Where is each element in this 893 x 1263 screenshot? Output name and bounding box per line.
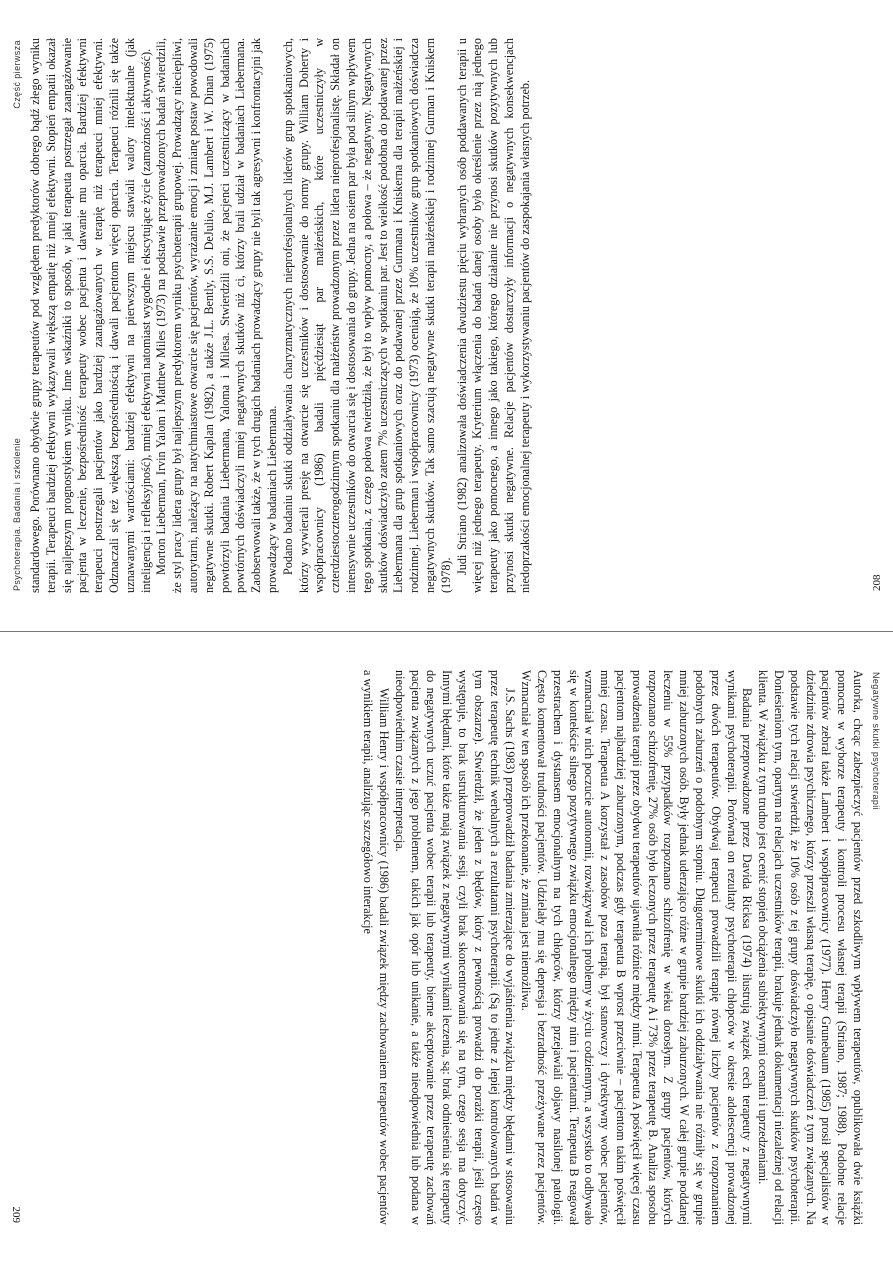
page-number: 209 xyxy=(10,1206,22,1223)
right-book-page xyxy=(0,632,893,1263)
running-header-part: Część pierwsza xyxy=(12,40,22,109)
page-body-right xyxy=(34,670,865,1225)
paragraph: Badania przeprowadzone przez Davida Ricksa (1974) ilustrują związek cech terapeuty z negatywnymi wynikami psychoterapii. Porównał on rezultaty psychoterapii chłopców w okresie adolescencji prowadzonej przez dwóch terapeutów. Obydwaj terapeuci prowadzili terapię równej liczby pacjentów z rozpoznaniem podobnych zaburzeń o podobnym stopniu. Długoterminowe skutki ich oddziaływania nie różniły się w grupie mniej zaburzonych osób. Były jednak uderzająco różne w grupie bardziej zaburzonych. W całej grupie poddanej leczeniu w 55% przypadków rozpoznano schizofrenię w wieku dorosłym. Z grupy pacjentów, których rozpoznano schizofrenię, 27% osób było leczonych przez terapeutę A i 73% przez terapeutę B. Analiza sposobu prowadzenia terapii przez obydwu terapeutów ujawniła różnice między nimi. Terapeuta A poświęcił więcej czasu pacjentom najbardziej zaburzonym, podczas gdy terapeuta B wprost przeciwnie – pacjentom takim poświęcił mniej czasu. Terapeuta A korzystał z zasobów poza terapią, był stanowczy i dyrektywny wobec pacjentów, wzmacniał w nich poczucie autonomii, rozwiązywał ich problemy w życiu codziennym, a wszystko to odbywało się w kontekście silnego pozytywnego związku emocjonalnego między nim i pacjentami. Terapeuta B reagował przestrachem i dystansem emocjonalnym na tych chłopców, którzy przejawiali objawy nasilonej patologii. Często komentował trudności pacjentów. Udzielały mu się depresja i bezradność przeżywane przez pacjentów. Wzmacniał w ten sposób ich przekonanie, że zmiana jest niemożliwa. xyxy=(519,670,755,1225)
paragraph: J.S. Sachs (1983) przeprowadził badania zmierzające do wyjaśnienia związku między błędami w stosowaniu przez terapeutę technik werbalnych a rezultatami psychoterapii. (Są to jedne z lepiej kontrolowanych badań w tym obszarze). Stwierdził, że jeden z błędów, który z pewnością prowadzi do porażki terapii, jeśli często występuje, to brak ustrukturowania sesji, czyli brak skoncentrowania się na tym, czego sesja ma dotyczyć. Innymi błędami, które także mają związek z negatywnymi wynikami leczenia, są: brak odniesienia się terapeuty do negatywnych uczuć pacjenta wobec terapii lub terapeuty, bierne akceptowanie przez terapeutę zachowań pacjenta związanych z jego problemem, takich jak opór lub unikanie, a także nieodpowiednia lub podana w nieodpowiednim czasie interpretacja. xyxy=(392,670,518,1225)
running-header-title: Negatywne skutki psychoterapii xyxy=(871,672,881,811)
running-header-title: Psychoterapia. Badania i szkolenie xyxy=(12,437,22,591)
rotated-page-right xyxy=(0,632,893,1263)
rotated-page-left xyxy=(0,0,893,631)
running-header xyxy=(867,672,885,1223)
left-book-page xyxy=(0,0,893,631)
paragraph: Autorka, chcąc zabezpieczyć pacjentów przed szkodliwym wpływem terapeutów, opublikowała dwie książki pomocne w wyborze terapeuty i kontroli procesu własnej terapii (Striano, 1987; 1988). Podobne relacje pacjentów zebrał także Lambert i współpracownicy (1977). Henry Grunebaum (1985) prosił specjalistów w dziedzinie zdrowia psychicznego, którzy przeszli własną terapię, o opisanie doświadczeń z tym związanych. Na podstawie tych relacji stwierdził, że 10% osób z tej grupy doświadczyło negatywnych skutków psychoterapii. Doniesieniom tym, opartym na relacjach uczestników terapii, brakuje jednak dokumentacji niezależnej od relacji klienta. W związku z tym trudno jest ocenić stopień obciążenia subiektywnymi ocenami i uprzedzeniami. xyxy=(756,670,865,1225)
running-header xyxy=(8,40,26,591)
paragraph: Judi Striano (1982) analizowała doświadczenia dwudziestu pięciu wybranych osób poddawanych terapii u więcej niż jednego terapeuty. Kryterium włączenia do badań danej osoby było określenie przez nią jednego terapeuty jako pomocnego, a innego jako takiego, którego działanie nie przynosi skutków pozytywnych lub przynosi skutki negatywne. Relacje pacjentów dostarczyły informacji o negatywnych konsekwencjach niedoprzakości emocjonalnej terapeuty i wykorzystywaniu pacjentów do zaspokajania własnych potrzeb. xyxy=(454,38,532,593)
page-number: 208 xyxy=(871,574,883,591)
paragraph: Podano badaniu skutki oddziaływania charyzmatycznych nieprofesjonalnych liderów grup spotkaniowych, którzy wywierali presję na otwarcie się uczestników i dostosowanie do normy grupy. William Doherty i współpracownicy (1986) badali pięćdziesiąt par małżeńskich, które uczestniczyły w czterdziestoczterogodzinnym spotkaniu dla małżeństw prowadzonym przez lidera nieprofesjonalistę. Składał on intensywnie uczestników do otwarcia się i dostosowania do grupy. Jedna na osiem par była pod silnym wpływem tego spotkania, z czego połowa twierdziła, że był to wpływ pomocny, a połowa – że negatywny. Negatywnych skutków doświadczyło zatem 7% uczestniczących w spotkaniu par. Jest to wielkość podobna do podawanej przez Liebermana dla grup spotkaniowych oraz do podawanej przez Gurmana i Kniskerna dla terapii małżeńskiej i rodzinnej. Lieberman i współpracownicy (1973) oceniają, że 10% uczestników grup spotkaniowych doświadcza negatywnych skutków. Tak samo szacują negatywne skutki terapii małżeńskiej i rodzinnej Gurman i Kniskern (1978). xyxy=(280,38,453,593)
paragraph: standardowego. Porównano obydwie grupy terapeutów pod względem predyktorów dobrego bądź złego wyniku terapii. Terapeuci bardziej efektywni wykazywali większą empatię niż mniej efektywni. Stopień empatii okazał się najlepszym prognostykiem wyniku. Inne wskaźniki to sposób, w jaki terapeuta postrzegał zaangażowanie pacjenta w leczenie, bezpośredniość terapeuty wobec pacjenta i dawanie mu oparcia. Bardziej efektywni terapeuci postrzegali pacjentów jako bardziej zaangażowanych w terapię niż terapeuci mniej efektywni. Odznaczali się też większą bezpośredniością i dawali pacjentom więcej oparcia. Terapeuci różnili się także uznawanymi wartościami: bardziej efektywni na pierwszym miejscu stawiali walory intelektualne (jak inteligencja i refleksyjność), mniej efektywni natomiast wygodne i ekscytujące życie (zamożność i aktywność). xyxy=(28,38,153,593)
paragraph: Morton Lieberman, Irvin Yalom i Matthew Miles (1973) na podstawie przeprowadzonych badań stwierdzili, że styl pracy lidera grupy był najlepszym predyktorem wyniku psychoterapii grupowej. Prowadzący nieciepliwi, autorytarni, należący na natychmiastowe otwarcie się pacjentów, wyrażanie emocji i zmianę postaw powodowali negatywne skutki. Robert Kaplan (1982), a także J.L. Bently, S.S. DeJulio, M.J. Lambert i W. Dinan (1975) powtórzyli badania Liebermana, Yaloma i Milesa. Stwierdzili oni, że pacjenci uczestniczący w badaniach powtórnych doświadczyli mniej negatywnych skutków niż ci, którzy brali udział w badaniach Liebermana. Zaobserwowali także, że w tych drugich badaniach prowadzący grupy nie byli tak agresywni i konfrontacyjni jak prowadzący w badaniach Liebermana. xyxy=(154,38,279,593)
paragraph: William Henry i współpracownicy (1986) badali związek między zachowaniem terapeutów wobec pacjentów a wynikiem terapii, analizując szczegółowo interakcje xyxy=(361,670,392,1225)
page-body-left xyxy=(28,38,859,593)
